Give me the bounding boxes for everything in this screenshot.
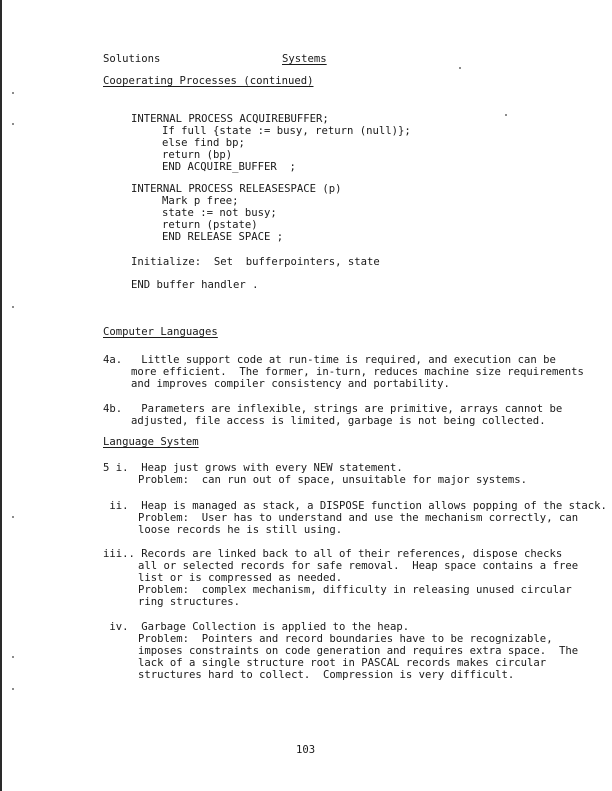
paragraph-line: Problem: Pointers and record boundaries have to be recognizable, xyxy=(138,633,553,645)
paragraph-line: Problem: complex mechanism, difficulty in releasing unused circular xyxy=(138,584,572,596)
paragraph-line: 4a. Little support code at run-time is required, and execution can be xyxy=(103,354,556,366)
initialize-line: Initialize: Set bufferpointers, state xyxy=(131,256,380,268)
page-edge-rule xyxy=(0,0,2,791)
scan-speck xyxy=(12,516,14,518)
section-title-computer-languages: Computer Languages xyxy=(103,326,218,338)
scan-speck xyxy=(505,114,507,116)
scan-speck xyxy=(12,92,14,94)
paragraph-line: all or selected records for safe removal. Heap space contains a free xyxy=(138,560,579,572)
paragraph-line: list or is compressed as needed. xyxy=(138,572,343,584)
code-line: INTERNAL PROCESS ACQUIREBUFFER; xyxy=(131,113,329,125)
page-number: 103 xyxy=(296,744,316,756)
paragraph-line: 5 i. Heap just grows with every NEW statement. xyxy=(103,462,403,474)
scan-speck xyxy=(12,656,14,658)
paragraph-line: adjusted, file access is limited, garbage is not being collected. xyxy=(131,415,546,427)
paragraph-line: more efficient. The former, in-turn, reduces machine size requirements xyxy=(131,366,584,378)
paragraph-line: Problem: User has to understand and use the mechanism correctly, can xyxy=(138,512,579,524)
paragraph-line: loose records he is still using. xyxy=(138,524,343,536)
paragraph-line: ring structures. xyxy=(138,596,241,608)
section-title-cooperating: Cooperating Processes (continued) xyxy=(103,75,314,87)
code-line: END RELEASE SPACE ; xyxy=(162,231,284,243)
code-line: else find bp; xyxy=(162,137,245,149)
code-line: state := not busy; xyxy=(162,207,277,219)
code-line: return (pstate) xyxy=(162,219,258,231)
scan-speck xyxy=(459,67,461,69)
code-line: If full {state := busy, return (null)}; xyxy=(162,125,411,137)
code-line: END ACQUIRE_BUFFER ; xyxy=(162,161,296,173)
end-handler-line: END buffer handler . xyxy=(131,279,259,291)
scan-speck xyxy=(12,306,14,308)
paragraph-line: iii.. Records are linked back to all of their references, dispose checks xyxy=(103,548,563,560)
paragraph-line: iv. Garbage Collection is applied to the heap. xyxy=(103,621,410,633)
paragraph-line: ii. Heap is managed as stack, a DISPOSE function allows popping of the stack. xyxy=(103,500,607,512)
paragraph-line: and improves compiler consistency and portability. xyxy=(131,378,450,390)
code-line: return (bp) xyxy=(162,149,233,161)
code-line: INTERNAL PROCESS RELEASESPACE (p) xyxy=(131,183,342,195)
header-right: Systems xyxy=(282,53,327,65)
paragraph-line: Problem: can run out of space, unsuitable for major systems. xyxy=(138,474,528,486)
scan-speck xyxy=(12,688,14,690)
header-left: Solutions xyxy=(103,53,161,65)
section-title-language-system: Language System xyxy=(103,436,199,448)
paragraph-line: structures hard to collect. Compression is very difficult. xyxy=(138,669,515,681)
code-line: Mark p free; xyxy=(162,195,239,207)
paragraph-line: 4b. Parameters are inflexible, strings are primitive, arrays cannot be xyxy=(103,403,563,415)
scan-speck xyxy=(12,123,14,125)
paragraph-line: imposes constraints on code generation and requires extra space. The xyxy=(138,645,579,657)
paragraph-line: lack of a single structure root in PASCAL records makes circular xyxy=(138,657,547,669)
